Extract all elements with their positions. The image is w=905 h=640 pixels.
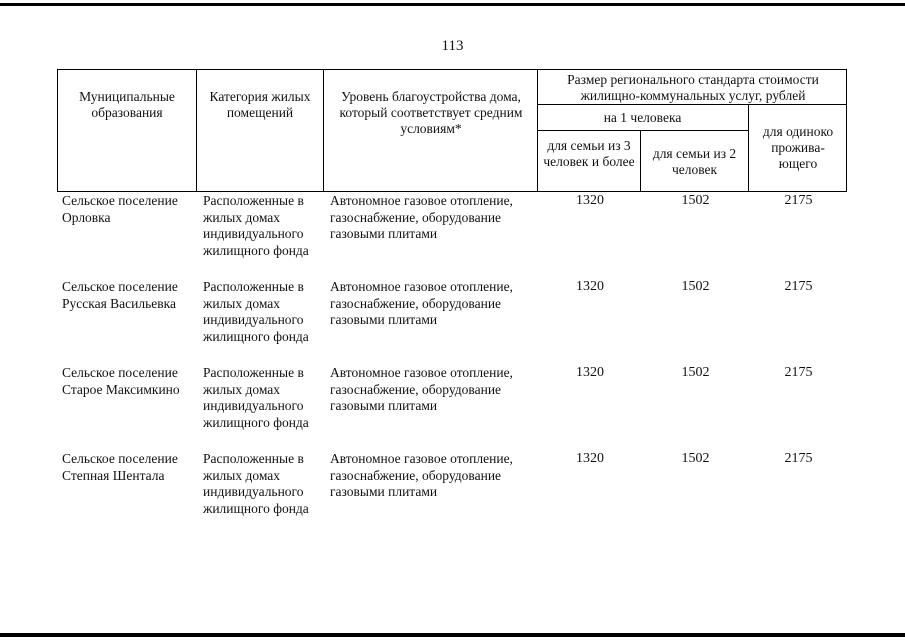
row1-single: 2175 [784,193,813,208]
row1-family3: 1320 [576,193,604,208]
row3-category: Расположенные в жилых домах индивидуального жилищного фонда [203,365,309,430]
row2-family3: 1320 [576,279,604,294]
header-family2: для семьи из 2 человек [652,146,737,177]
row3-family2: 1502 [681,365,710,380]
row3-municipal: Сельское поселение Старое Максимкино [62,365,180,397]
row1-municipal: Сельское поселение Орловка [62,193,178,225]
header-standard-title: Размер регионального стандарта стоимости жилищно-коммунальных услуг, рублей [567,72,819,103]
row4-family3: 1320 [576,451,604,466]
row1-level: Автономное газовое отопление, газоснабжение, оборудование газовыми плитами [330,193,513,241]
row4-category: Расположенные в жилых домах индивидуального жилищного фонда [203,451,309,516]
header-bottom-border [57,191,847,192]
row4-municipal: Сельское поселение Степная Шентала [62,451,178,483]
page-number: 113 [441,38,464,54]
header-single: для одиноко прожива-ющего [762,124,834,171]
col-divider-3 [537,69,538,191]
row3-single: 2175 [784,365,813,380]
top-rule [0,3,905,6]
header-per-person: на 1 человека [603,110,682,125]
header-municipal: Муниципальные образования [79,89,175,120]
col-divider-4 [640,130,641,191]
row1-family2: 1502 [681,193,710,208]
bottom-rule [0,633,905,637]
row1-category: Расположенные в жилых домах индивидуального жилищного фонда [203,193,309,258]
row2-single: 2175 [784,279,813,294]
row2-category: Расположенные в жилых домах индивидуального жилищного фонда [203,279,309,344]
row4-single: 2175 [784,451,813,466]
col-divider-5 [748,104,749,191]
col-divider-2 [323,69,324,191]
table-left-border [57,69,58,191]
header-category: Категория жилых помещений [209,89,311,120]
row3-level: Автономное газовое отопление, газоснабжение, оборудование газовыми плитами [330,365,513,413]
header-level: Уровень благоустройства дома, который соответствует средним условиям* [339,89,523,136]
table-right-border [846,69,847,191]
header-family3: для семьи из 3 человек и более [543,138,635,169]
table-top-border [57,69,847,70]
row3-family3: 1320 [576,365,604,380]
row2-municipal: Сельское поселение Русская Васильевка [62,279,178,311]
row4-family2: 1502 [681,451,710,466]
header-divider-standard [537,104,847,105]
col-divider-1 [196,69,197,191]
row2-family2: 1502 [681,279,710,294]
row4-level: Автономное газовое отопление, газоснабжение, оборудование газовыми плитами [330,451,513,499]
header-divider-per-person [537,130,748,131]
row2-level: Автономное газовое отопление, газоснабжение, оборудование газовыми плитами [330,279,513,327]
